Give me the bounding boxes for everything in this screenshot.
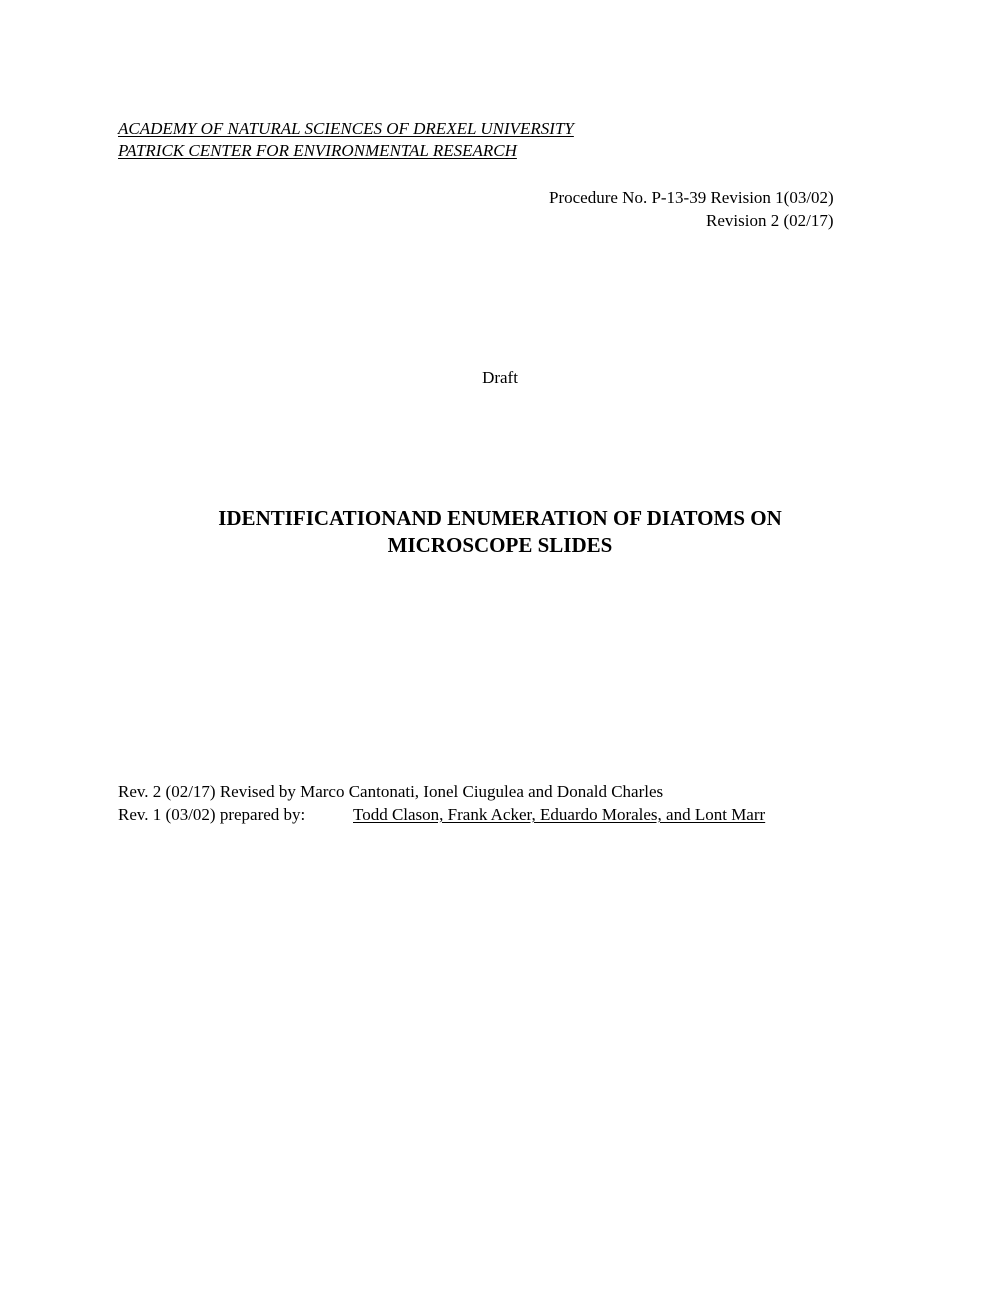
revision-2-note: Rev. 2 (02/17) Revised by Marco Cantonati, Ionel Ciugulea and Donald Charles [118, 782, 664, 801]
procedure-number: Procedure No. P-13-39 Revision 1(03/02) [549, 188, 834, 207]
procedure-revision-2: Revision 2 (02/17) [706, 211, 834, 230]
title-line-2: MICROSCOPE SLIDES [387, 533, 613, 557]
revision-1-note [118, 803, 765, 826]
revision-1-label: Rev. 1 (03/02) prepared by: [118, 805, 306, 824]
organization-header [118, 118, 574, 162]
title-line-1: IDENTIFICATIONAND ENUMERATION OF DIATOMS ON [218, 506, 782, 530]
organization-name: ACADEMY OF NATURAL SCIENCES OF DREXEL UNIVERSITY [118, 119, 574, 138]
research-center-name: PATRICK CENTER FOR ENVIRONMENTAL RESEARCH [118, 141, 517, 160]
document-status: Draft [482, 368, 518, 387]
procedure-block [549, 186, 834, 232]
revision-1-authors: Todd Clason, Frank Acker, Eduardo Morales, and Lont Marr [353, 805, 766, 824]
document-title [0, 505, 1000, 559]
revision-history [118, 780, 765, 826]
